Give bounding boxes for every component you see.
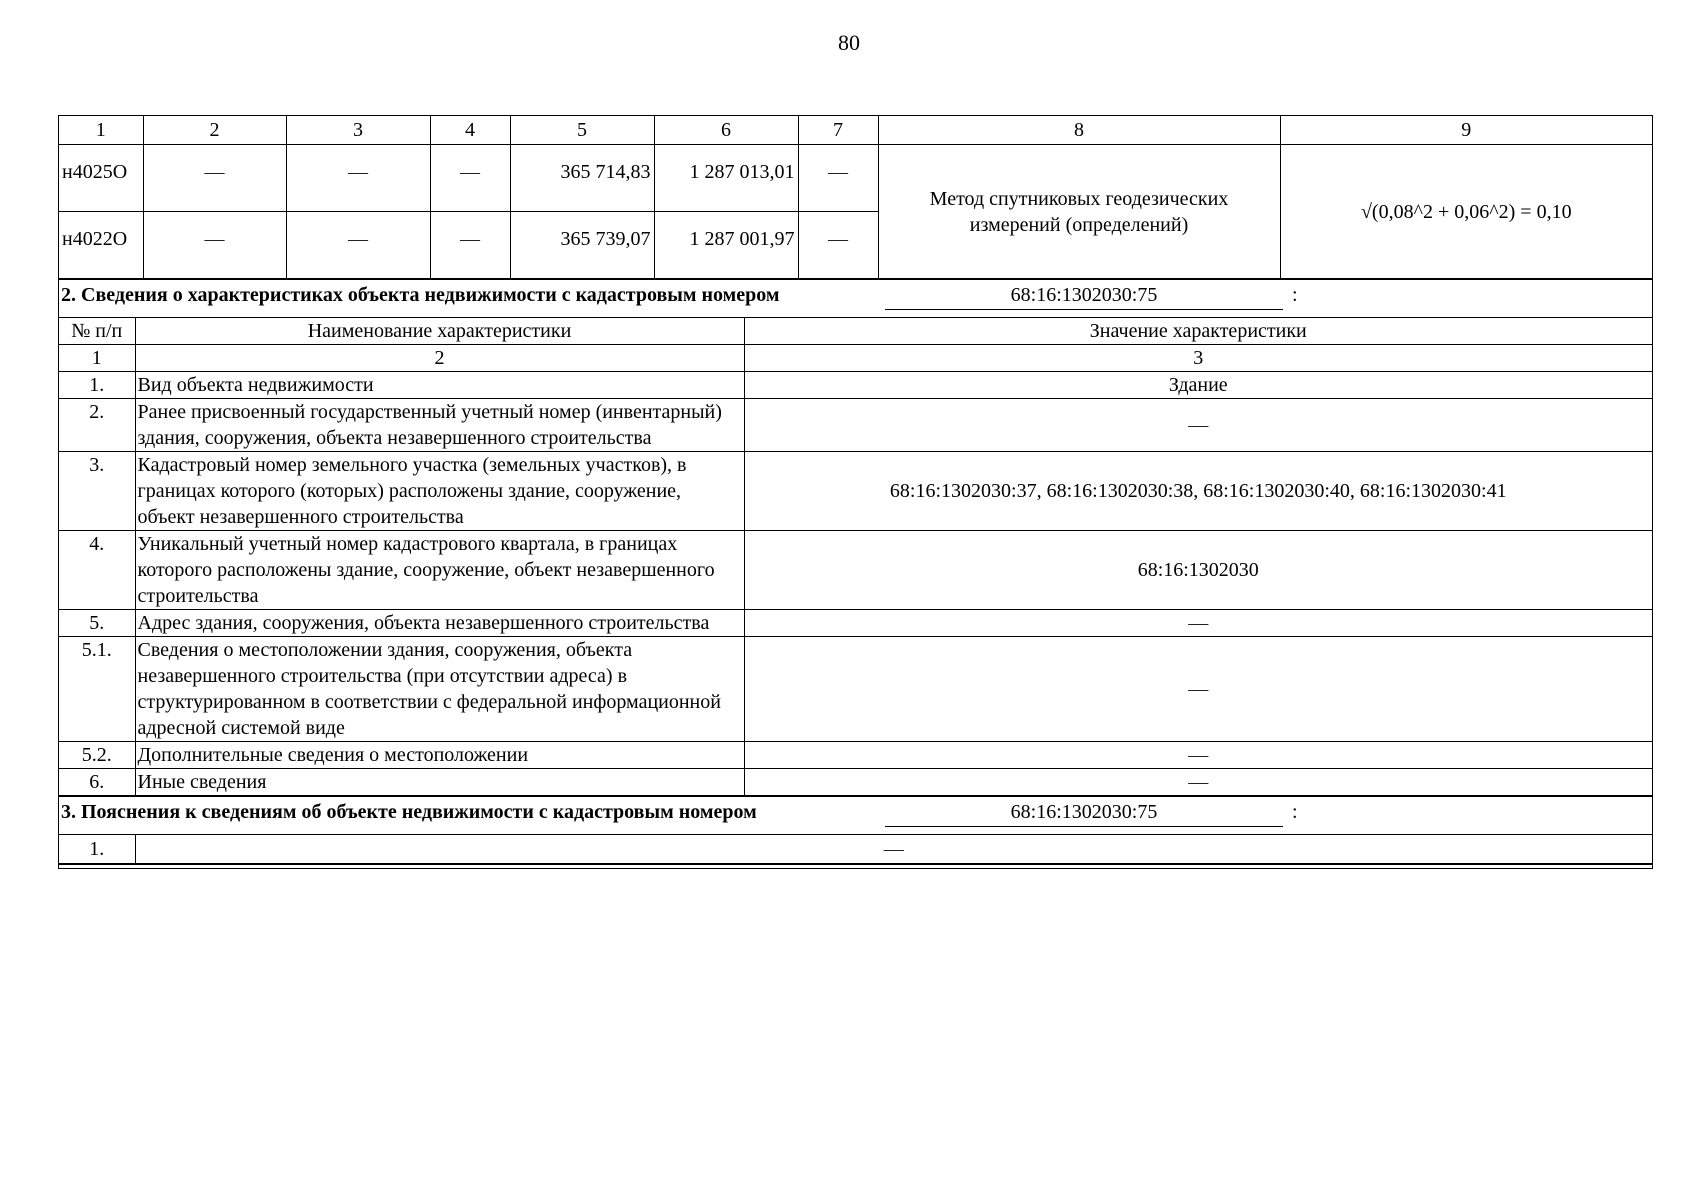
coords-col-header: 4	[430, 116, 510, 145]
cell-value: —	[798, 145, 878, 212]
cell-value: —	[798, 212, 878, 279]
section2-header	[59, 279, 1652, 318]
coords-col-header: 8	[878, 116, 1280, 145]
coord-y: 1 287 013,01	[654, 145, 798, 212]
section2-cadastral-number: 68:16:1302030:75	[885, 284, 1283, 310]
coord-y: 1 287 001,97	[654, 212, 798, 279]
characteristic-name: Ранее присвоенный государственный учетный номер (инвентарный) здания, сооружения, объекта незавершенного строительства	[135, 399, 744, 452]
characteristic-value: —	[744, 637, 1652, 742]
section2-colon: :	[1292, 284, 1298, 306]
coordinates-table	[59, 116, 1652, 279]
point-name: н4022О	[59, 212, 143, 279]
row-number: 5.1.	[59, 637, 135, 742]
page-number: 80	[838, 30, 860, 55]
explanation-value: —	[135, 835, 1652, 864]
table-row	[59, 372, 1652, 399]
coords-col-header: 1	[59, 116, 143, 145]
characteristic-value: —	[744, 610, 1652, 637]
characteristic-name: Сведения о местоположении здания, сооружения, объекта незавершенного строительства (при отсутствии адреса) в структурированном в соответствии с федеральной информационной адресной системой виде	[135, 637, 744, 742]
table-closing-border	[59, 864, 1652, 869]
coords-col-header: 7	[798, 116, 878, 145]
coords-col-header: 2	[143, 116, 286, 145]
characteristic-name: Кадастровый номер земельного участка (земельных участков), в границах которого (которых) расположены здание, сооружение, объект незавершенного строительства	[135, 452, 744, 531]
characteristics-header-row	[59, 318, 1652, 345]
table-row	[59, 835, 1652, 864]
section2-title: 2. Сведения о характеристиках объекта недвижимости с кадастровым номером	[61, 284, 780, 306]
point-name: н4025О	[59, 145, 143, 212]
characteristic-value: —	[744, 769, 1652, 796]
coords-col-header: 3	[286, 116, 430, 145]
explanations-table	[59, 835, 1652, 864]
characteristic-value: —	[744, 742, 1652, 769]
column-numbers-row	[59, 345, 1652, 372]
table-row	[59, 452, 1652, 531]
row-number: 6.	[59, 769, 135, 796]
table-row	[59, 399, 1652, 452]
row-number: 1.	[59, 835, 135, 864]
table-row	[59, 531, 1652, 610]
method-cell: Метод спутниковых геодезических измерений (определений)	[878, 145, 1280, 279]
cell-value: —	[286, 212, 430, 279]
table-row	[59, 145, 1652, 212]
cell-value: —	[430, 145, 510, 212]
coords-col-header: 9	[1280, 116, 1652, 145]
cell-value: —	[286, 145, 430, 212]
col-header-name: Наименование характеристики	[135, 318, 744, 345]
col-header-value: Значение характеристики	[744, 318, 1652, 345]
cell-value: —	[143, 145, 286, 212]
col-number: 1	[59, 345, 135, 372]
characteristic-value: —	[744, 399, 1652, 452]
table-row	[59, 637, 1652, 742]
table-row	[59, 742, 1652, 769]
characteristic-name: Иные сведения	[135, 769, 744, 796]
table-row	[59, 769, 1652, 796]
characteristic-value: Здание	[744, 372, 1652, 399]
coords-header-row	[59, 116, 1652, 145]
row-number: 1.	[59, 372, 135, 399]
characteristic-value: 68:16:1302030:37, 68:16:1302030:38, 68:16:1302030:40, 68:16:1302030:41	[744, 452, 1652, 531]
row-number: 5.	[59, 610, 135, 637]
characteristic-name: Уникальный учетный номер кадастрового квартала, в границах которого расположены здание, сооружение, объект незавершенного строительства	[135, 531, 744, 610]
coords-col-header: 6	[654, 116, 798, 145]
section3-cadastral-number: 68:16:1302030:75	[885, 801, 1283, 827]
col-number: 3	[744, 345, 1652, 372]
cell-value: —	[143, 212, 286, 279]
characteristic-name: Дополнительные сведения о местоположении	[135, 742, 744, 769]
section3-header	[59, 796, 1652, 835]
characteristic-name: Вид объекта недвижимости	[135, 372, 744, 399]
cadastral-document	[58, 115, 1653, 869]
col-header-num: № п/п	[59, 318, 135, 345]
characteristic-name: Адрес здания, сооружения, объекта незавершенного строительства	[135, 610, 744, 637]
row-number: 3.	[59, 452, 135, 531]
col-number: 2	[135, 345, 744, 372]
section3-title: 3. Пояснения к сведениям об объекте недвижимости с кадастровым номером	[61, 801, 757, 823]
row-number: 2.	[59, 399, 135, 452]
cell-value: —	[430, 212, 510, 279]
table-row	[59, 610, 1652, 637]
section3-colon: :	[1292, 801, 1298, 823]
row-number: 5.2.	[59, 742, 135, 769]
coord-x: 365 714,83	[510, 145, 654, 212]
characteristics-table	[59, 318, 1652, 796]
accuracy-cell: √(0,08^2 + 0,06^2) = 0,10	[1280, 145, 1652, 279]
coord-x: 365 739,07	[510, 212, 654, 279]
row-number: 4.	[59, 531, 135, 610]
characteristic-value: 68:16:1302030	[744, 531, 1652, 610]
coords-col-header: 5	[510, 116, 654, 145]
